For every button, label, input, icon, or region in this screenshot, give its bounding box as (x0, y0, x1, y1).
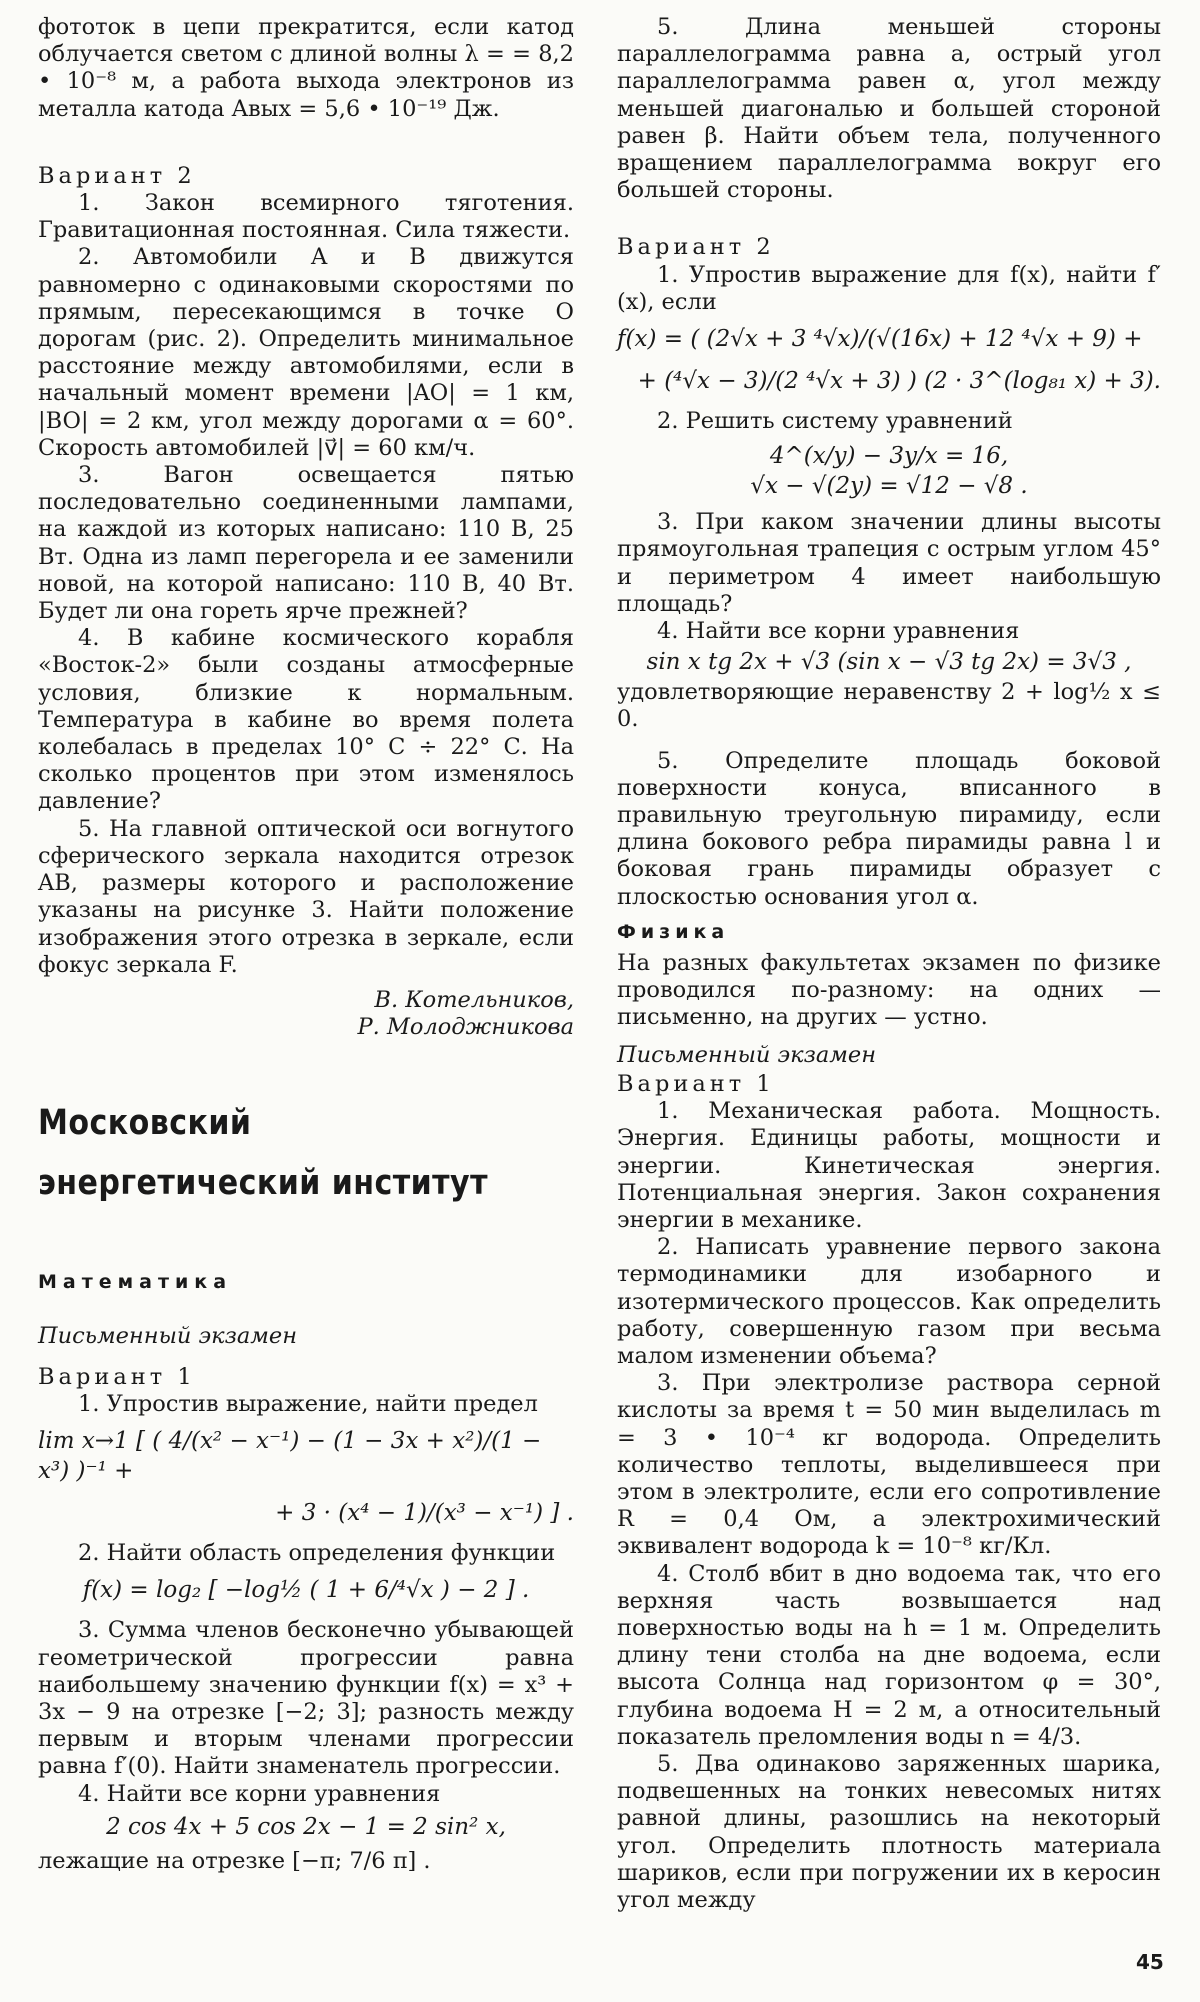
exam-subheading: Письменный экзамен (38, 1322, 298, 1349)
formula: f(x) = log₂ [ −log½ ( 1 + 6/⁴√x ) − 2 ] . (82, 1577, 530, 1604)
math-problem-5: 5. Длина меньшей стороны параллелограмма равна a, острый угол параллелограмма равен α, угол между меньшей диагональю и большей стороной равен β. Найти объем тела, полученного вращением параллелограмма вокруг его большей стороны. (617, 14, 1161, 204)
formula: + (⁴√x − 3)/(2 ⁴√x + 3) ) (2 · 3^(log₈₁ x) + 3). (637, 368, 1161, 395)
formula: √x − √(2y) = √12 − √8 . (750, 473, 1028, 500)
math-problem-4: 4. Найти все корни уравнения (78, 1780, 441, 1807)
variant-heading: Вариант 2 (617, 234, 775, 261)
physics-intro: На разных факультетах экзамен по физике проводился по-разному: на одних — письменно, на других — устно. (617, 950, 1161, 1031)
title-line: Московский (38, 1103, 252, 1144)
formula: + 3 · (x⁴ − 1)/(x³ − x⁻¹) ] . (275, 1500, 574, 1527)
math-problem-5: 5. Определите площадь боковой поверхности конуса, вписанного в правильную треугольную пирамиду, если длина бокового ребра пирамиды равна l и боковая грань пирамиды образует с плоскостью основания угол α. (617, 747, 1161, 910)
math-problem-4-tail: лежащие на отрезке [−π; 7/6 π] . (38, 1847, 431, 1874)
physics-problem-5: 5. Два одинаково заряженных шарика, подвешенных на тонких невесомых нитях равной длины, разошлись на некоторый угол. Определить плотность материала шариков, если при погружении их в керосин угол между (617, 1750, 1161, 1913)
continued-paragraph: фототок в цепи прекратится, если катод облучается светом с длиной волны λ = = 8,2 • 10⁻⁸ м, а работа выхода электронов из металла катода Aвых = 5,6 • 10⁻¹⁹ Дж. (38, 14, 574, 122)
physics-problem-3: 3. При электролизе раствора серной кислоты за время t = 50 мин выделилась m = 3 • 10⁻⁴ кг водорода. Определить количество теплоты, выделившееся при этом в электролите, если его сопротивление R = 0,4 Ом, а электрохимический эквивалент водорода k = 10⁻⁸ кг/Кл. (617, 1370, 1161, 1560)
problem-5: 5. На главной оптической оси вогнутого сферического зеркала находится отрезок AB, размеры которого и расположение указаны на рисунке 3. Найти положение изображения этого отрезка в зеркале, если фокус зеркала F. (38, 815, 574, 978)
author-signature: Р. Молоджникова (357, 1014, 574, 1041)
physics-problem-1: 1. Механическая работа. Мощность. Энергия. Единицы работы, мощности и энергии. Кинетическая энергия. Потенциальная энергия. Закон сохранения энергии в механике. (617, 1098, 1161, 1233)
math-problem-4: 4. Найти все корни уравнения (657, 618, 1020, 645)
formula: 4^(x/y) − 3y/x = 16, (769, 443, 1009, 470)
math-problem-2: 2. Решить систему уравнений (657, 408, 1013, 435)
problem-3: 3. Вагон освещается пятью последовательно соединенными лампами, на каждой из которых написано: 110 В, 25 Вт. Одна из ламп перегорела и ее заменили новой, на которой написано: 110 В, 40 Вт. Будет ли она гореть ярче прежней? (38, 462, 574, 625)
right-column (617, 14, 1161, 1914)
problem-2: 2. Автомобили A и B движутся равномерно с одинаковыми скоростями по прямым, пересекающимся в точке O дорогам (рис. 2). Определить минимальное расстояние между автомобилями, если в начальный момент времени |AO| = 1 км, |BO| = 2 км, угол между дорогами α = 60°. Скорость автомобилей |v⃗| = 60 км/ч. (38, 244, 574, 461)
section-heading-math: Математика (38, 1271, 233, 1294)
section-heading-physics: Физика (617, 920, 730, 943)
math-problem-1: 1. Упростив выражение, найти предел (78, 1390, 538, 1417)
title-line: энергетический институт (38, 1163, 488, 1204)
variant-heading: Вариант 2 (38, 162, 196, 189)
formula: f(x) = ( (2√x + 3 ⁴√x)/(√(16x) + 12 ⁴√x + 9) + (617, 326, 1143, 353)
variant-heading: Вариант 1 (38, 1363, 196, 1390)
physics-problem-2: 2. Написать уравнение первого закона термодинамики для изобарного и изотермического процессов. Как определить работу, совершенную газом при весьма малом изменении объема? (617, 1234, 1161, 1369)
math-problem-4-tail: удовлетворяющие неравенству 2 + log½ x ≤ 0. (617, 679, 1161, 733)
math-problem-2: 2. Найти область определения функции (78, 1540, 556, 1567)
problem-4: 4. В кабине космического корабля «Восток-2» были созданы атмосферные условия, близкие к нормальным. Температура в кабине во время полета колебалась в пределах 10° С ÷ 22° С. На сколько процентов при этом изменялось давление? (38, 625, 574, 815)
author-signature: В. Котельников, (374, 986, 574, 1013)
page-number: 45 (1136, 1950, 1164, 1974)
formula: 2 cos 4x + 5 cos 2x − 1 = 2 sin² x, (106, 1813, 506, 1840)
math-problem-3: 3. Сумма членов бесконечно убывающей геометрической прогрессии равна наибольшему значению функции f(x) = x³ + 3x − 9 на отрезке [−2; 3]; разность между первым и вторым членами прогрессии равна f′(0). Найти знаменатель прогрессии. (38, 1617, 574, 1780)
math-problem-3: 3. При каком значении длины высоты прямоугольная трапеция с острым углом 45° и периметром 4 имеет наибольшую площадь? (617, 509, 1161, 617)
problem-1: 1. Закон всемирного тяготения. Гравитационная постоянная. Сила тяжести. (38, 190, 574, 244)
exam-subheading: Письменный экзамен (617, 1041, 877, 1068)
physics-problem-4: 4. Столб вбит в дно водоема так, что его верхняя часть возвышается над поверхностью воды на h = 1 м. Определить длину тени столба на дне водоема, если высота Солнца над горизонтом φ = 30°, глубина водоема H = 2 м, а относительный показатель преломления воды n = 4/3. (617, 1560, 1161, 1750)
article-title (38, 1093, 499, 1213)
math-problem-1: 1. Упростив выражение для f(x), найти f′(x), если (617, 261, 1161, 315)
formula: sin x tg 2x + √3 (sin x − √3 tg 2x) = 3√3 , (646, 649, 1132, 676)
left-column (38, 14, 574, 1875)
variant-heading: Вариант 1 (617, 1070, 775, 1097)
formula: lim x→1 [ ( 4/(x² − x⁻¹) − (1 − 3x + x²)/(1 − x³) )⁻¹ + (38, 1428, 542, 1485)
